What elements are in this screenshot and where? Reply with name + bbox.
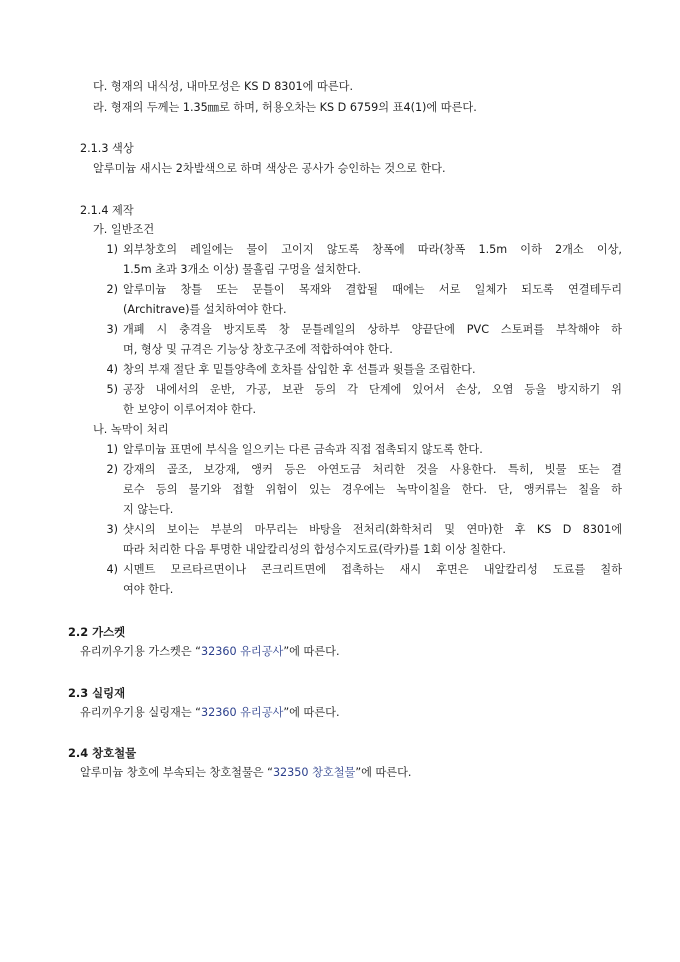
body-text: ”에 따른다. bbox=[283, 706, 340, 719]
body-text: 유리끼우기용 가스켓은 “ bbox=[80, 645, 201, 658]
subsection-ga: 가. 일반조건 bbox=[93, 223, 155, 236]
section-heading-2-4: 2.4 창호철물 bbox=[68, 746, 137, 760]
section-heading-2-2: 2.2 가스켓 bbox=[68, 625, 126, 639]
reference-link[interactable]: 32360 유리공사 bbox=[200, 645, 284, 658]
reference-link[interactable]: 32350 창호철물 bbox=[272, 766, 356, 779]
item-line: 1.5m 초과 3개소 이상) 물흘림 구멍을 설치한다. bbox=[123, 263, 361, 276]
item-line: 시멘트 모르타르면이나 콘크리트면에 접촉하는 새시 후면은 내알칼리성 도료를 칠하 bbox=[123, 563, 622, 576]
clause-ra: 라. 형재의 두께는 1.35㎜로 하며, 허용오차는 KS D 6759의 표4(1)에 따른다. bbox=[93, 101, 477, 114]
section-heading-2-1-4: 2.1.4 제작 bbox=[80, 204, 134, 217]
item-line: 따라 처리한 다음 투명한 내알칼리성의 합성수지도료(락카)를 1회 이상 칠한다. bbox=[123, 543, 506, 556]
section-heading-2-1-3: 2.1.3 색상 bbox=[80, 142, 134, 155]
item-line: 강재의 골조, 보강재, 앵커 등은 아연도금 처리한 것을 사용한다. 특히, 빗물 또는 결 bbox=[123, 463, 622, 476]
item-line: 알루미늄 창틀 또는 문틀이 목재와 결합될 때에는 서로 일체가 되도록 연결테두리 bbox=[123, 283, 622, 296]
item-line: 창의 부재 절단 후 밑틀양측에 호차를 삽입한 후 선틀과 윗틀을 조립한다. bbox=[123, 363, 476, 376]
item-number: 4) bbox=[106, 563, 118, 576]
item-number: 2) bbox=[106, 463, 118, 476]
body-text: ”에 따른다. bbox=[283, 645, 340, 658]
item-line: 알루미늄 표면에 부식을 일으키는 다른 금속과 직접 접촉되지 않도록 한다. bbox=[123, 443, 483, 456]
item-number: 4) bbox=[106, 363, 118, 376]
item-line: 개폐 시 충격을 방지토록 창 문틀레일의 상하부 양끝단에 PVC 스토퍼를 부착해야 하 bbox=[123, 323, 622, 336]
item-line: 외부창호의 레일에는 물이 고이지 않도록 창폭에 따라(창폭 1.5m 이하 2개소 이상, bbox=[123, 243, 622, 256]
item-line: 샷시의 보이는 부분의 마무리는 바탕을 전처리(화학처리 및 연마)한 후 KS D 8301에 bbox=[123, 523, 622, 536]
item-number: 3) bbox=[106, 323, 118, 336]
item-line: (Architrave)를 설치하여야 한다. bbox=[123, 303, 287, 316]
item-number: 2) bbox=[106, 283, 118, 296]
item-line: 며, 형상 및 규격은 기능상 창호구조에 적합하여야 한다. bbox=[123, 343, 393, 356]
item-line: 공장 내에서의 운반, 가공, 보관 등의 각 단계에 있어서 손상, 오염 등을 방지하기 위 bbox=[123, 383, 622, 396]
section-body-2-1-3: 알루미늄 새시는 2차발색으로 하며 색상은 공사가 승인하는 것으로 한다. bbox=[93, 162, 446, 175]
section-heading-2-3: 2.3 실링재 bbox=[68, 686, 126, 700]
body-text: 유리끼우기용 실링재는 “ bbox=[80, 706, 201, 719]
body-text: ”에 따른다. bbox=[355, 766, 412, 779]
clause-da: 다. 형재의 내식성, 내마모성은 KS D 8301에 따른다. bbox=[93, 80, 354, 93]
section-body-2-4 bbox=[80, 766, 411, 780]
item-line: 로수 등의 물기와 접할 위험이 있는 경우에는 녹막이칠을 한다. 단, 앵커류는 칠을 하 bbox=[123, 483, 622, 496]
item-number: 1) bbox=[106, 243, 118, 256]
item-number: 1) bbox=[106, 443, 118, 456]
body-text: 알루미늄 창호에 부속되는 창호철물은 “ bbox=[80, 766, 273, 779]
subsection-na: 나. 녹막이 처리 bbox=[93, 423, 169, 436]
section-body-2-2 bbox=[80, 645, 340, 659]
item-number: 5) bbox=[106, 383, 118, 396]
item-line: 여야 한다. bbox=[123, 583, 174, 596]
reference-link[interactable]: 32360 유리공사 bbox=[200, 706, 284, 719]
section-body-2-3 bbox=[80, 706, 340, 720]
item-line: 지 않는다. bbox=[123, 503, 174, 516]
item-number: 3) bbox=[106, 523, 118, 536]
item-line: 한 보양이 이루어져야 한다. bbox=[123, 403, 257, 416]
